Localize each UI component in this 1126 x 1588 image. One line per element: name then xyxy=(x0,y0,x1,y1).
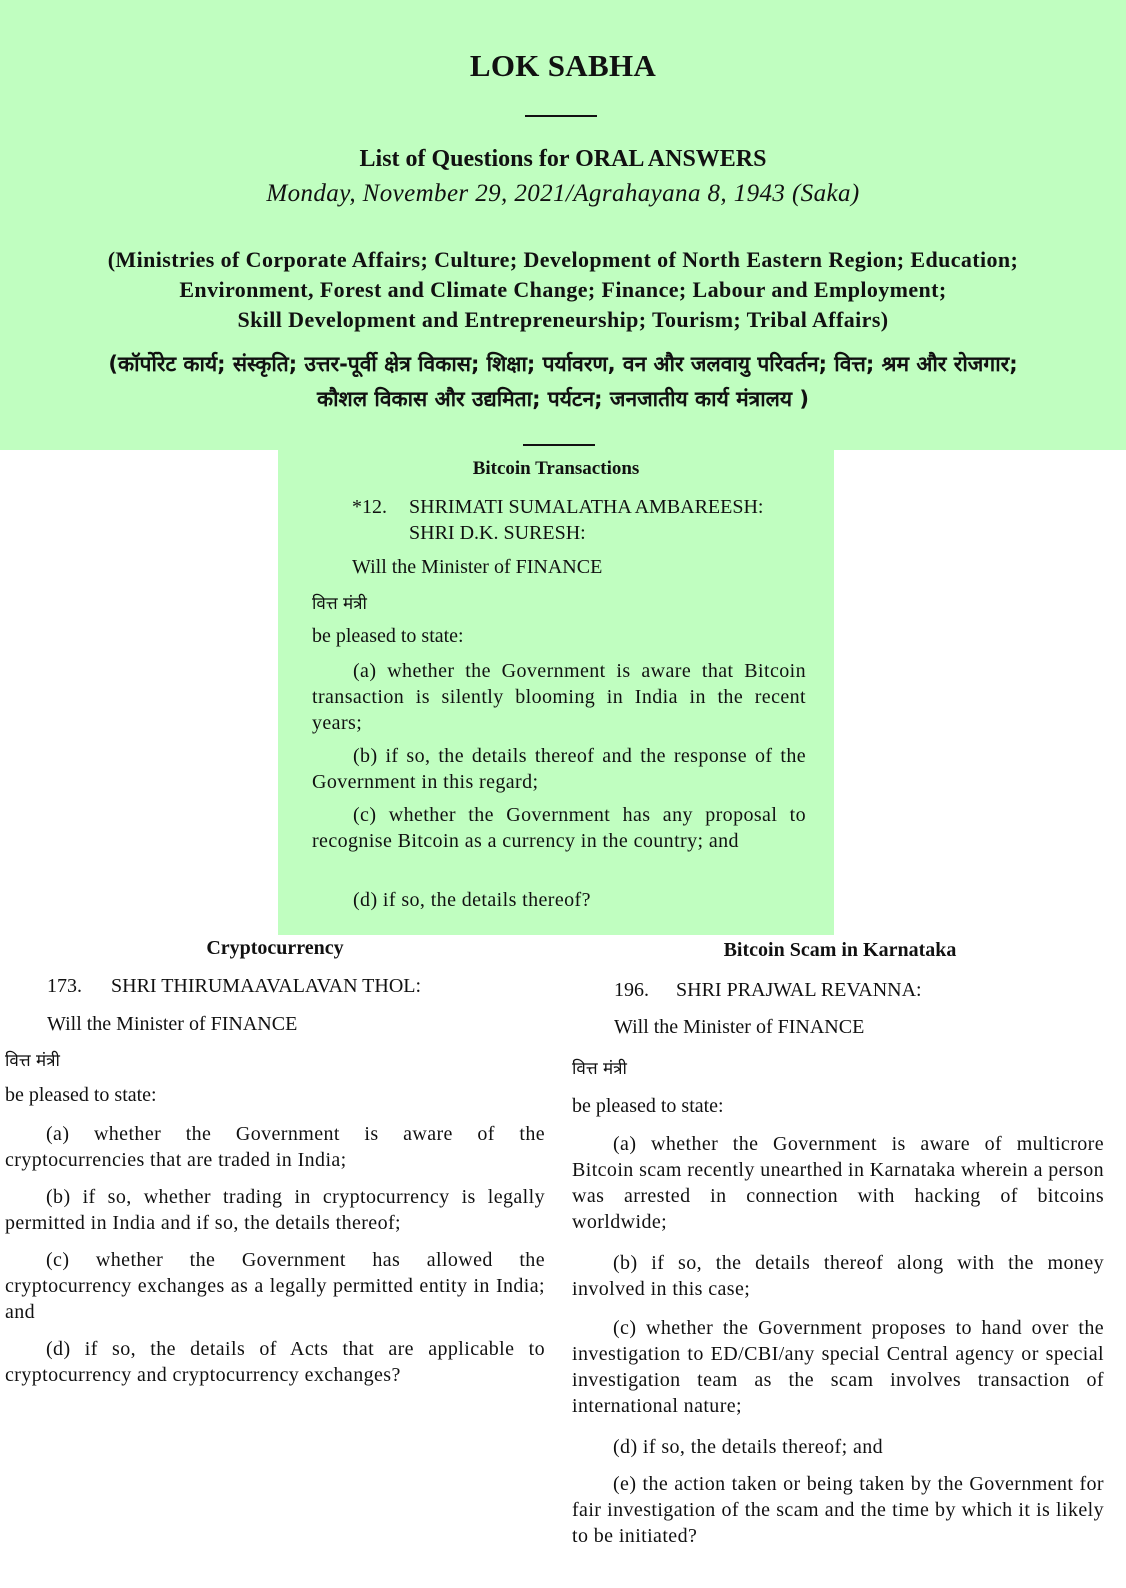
q196-minister-hindi: वित्त मंत्री xyxy=(572,1059,627,1079)
section-divider xyxy=(523,444,595,446)
title-divider xyxy=(525,115,597,117)
q173-pleased: be pleased to state: xyxy=(5,1084,157,1106)
q12-member-1: SHRIMATI SUMALATHA AMBAREESH: xyxy=(409,496,764,518)
q196-part-b: (b) if so, the details thereof along with the money involved in this case; xyxy=(572,1252,1104,1300)
q196-minister: Will the Minister of FINANCE xyxy=(614,1016,865,1038)
q173-part-b: (b) if so, whether trading in cryptocurrency is legally permitted in India and if so, the details thereof; xyxy=(5,1186,545,1234)
q173-part-a: (a) whether the Government is aware of the cryptocurrencies that are traded in India; xyxy=(5,1123,545,1171)
q196-part-c: (c) whether the Government proposes to hand over the investigation to ED/CBI/any special Central agency or special investigation team as the scam involves transaction of international nature; xyxy=(572,1317,1104,1417)
q173-minister-hindi: वित्त मंत्री xyxy=(5,1051,60,1071)
ministries-line-1: (Ministries of Corporate Affairs; Culture; Development of North Eastern Region; Education; xyxy=(107,247,1019,272)
q196-member: SHRI PRAJWAL REVANNA: xyxy=(676,979,922,1001)
q12-heading: Bitcoin Transactions xyxy=(472,458,640,479)
ministries-hindi-line-2: कौशल विकास और उद्यमिता; पर्यटन; जनजातीय कार्य मंत्रालय ) xyxy=(316,387,809,411)
q12-part-b: (b) if so, the details thereof and the response of the Government in this regard; xyxy=(312,745,806,793)
q173-member: SHRI THIRUMAAVALAVAN THOL: xyxy=(111,975,422,997)
date-line: Monday, November 29, 2021/Agrahayana 8, 1943 (Saka) xyxy=(266,180,860,207)
q173-part-d: (d) if so, the details of Acts that are applicable to cryptocurrency and cryptocurrency exchanges? xyxy=(5,1338,545,1386)
q196-part-d: (d) if so, the details thereof; and xyxy=(613,1436,884,1458)
q12-minister-hindi: वित्त मंत्री xyxy=(312,594,367,614)
q173-number: 173. xyxy=(47,975,82,997)
house-title: LOK SABHA xyxy=(469,48,657,83)
q12-part-a: (a) whether the Government is aware that Bitcoin transaction is silently blooming in India in the recent years; xyxy=(312,660,806,734)
list-title: List of Questions for ORAL ANSWERS xyxy=(359,146,767,172)
q12-number: *12. xyxy=(352,496,387,518)
ministries-line-3: Skill Development and Entrepreneurship; Tourism; Tribal Affairs) xyxy=(237,307,889,332)
q12-pleased: be pleased to state: xyxy=(312,625,464,647)
ministries-hindi-line-1: (कॉर्पोरेट कार्य; संस्कृति; उत्तर-पूर्वी क्षेत्र विकास; शिक्षा; पर्यावरण, वन और जलवायु परिवर्तन; वित्त; श्रम और रोजगार; xyxy=(108,352,1018,376)
q196-heading: Bitcoin Scam in Karnataka xyxy=(723,939,957,961)
q173-part-c: (c) whether the Government has allowed the cryptocurrency exchanges as a legally permitted entity in India; and xyxy=(5,1249,545,1323)
q12-part-c: (c) whether the Government has any proposal to recognise Bitcoin as a currency in the country; and xyxy=(312,804,806,852)
q173-minister: Will the Minister of FINANCE xyxy=(47,1013,298,1035)
q12-member-2: SHRI D.K. SURESH: xyxy=(409,522,586,544)
q196-number: 196. xyxy=(614,979,649,1001)
q12-minister: Will the Minister of FINANCE xyxy=(352,556,603,578)
q196-pleased: be pleased to state: xyxy=(572,1095,724,1117)
q173-heading: Cryptocurrency xyxy=(206,937,344,959)
ministries-line-2: Environment, Forest and Climate Change; Finance; Labour and Employment; xyxy=(179,277,947,302)
q196-part-e: (e) the action taken or being taken by the Government for fair investigation of the scam and the time by which it is likely to be initiated? xyxy=(572,1473,1104,1547)
q196-part-a: (a) whether the Government is aware of multicrore Bitcoin scam recently unearthed in Karnataka wherein a person was arrested in connection with hacking of bitcoins worldwide; xyxy=(572,1133,1104,1233)
q12-part-d: (d) if so, the details thereof? xyxy=(353,889,591,911)
